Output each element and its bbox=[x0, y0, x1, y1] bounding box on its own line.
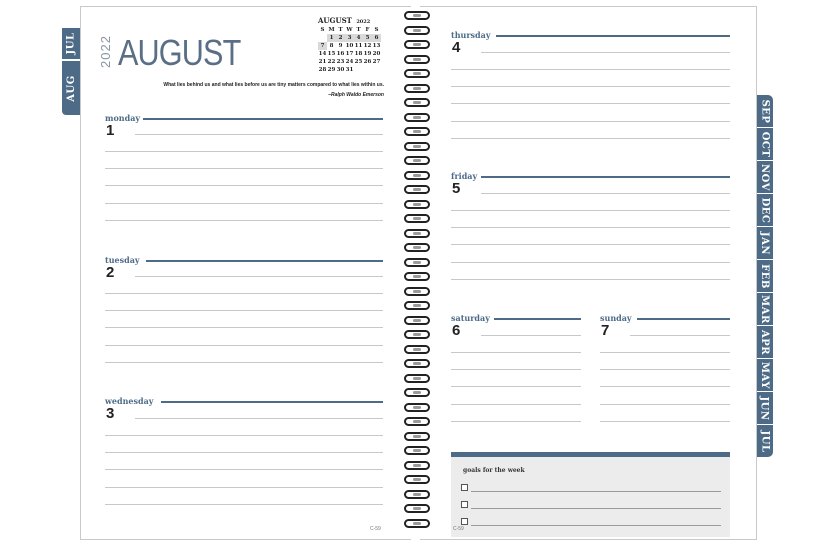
ruled-line bbox=[451, 138, 730, 139]
goals-section bbox=[451, 452, 730, 537]
day-rule bbox=[494, 318, 581, 320]
year-text: 2022 bbox=[97, 35, 113, 68]
quote-author: –Ralph Waldo Emerson bbox=[328, 92, 384, 98]
ruled-line bbox=[105, 168, 383, 169]
spiral-ring bbox=[404, 98, 430, 107]
tab-label: APR bbox=[759, 329, 770, 355]
ruled-line bbox=[481, 193, 730, 194]
day-name: saturday bbox=[451, 313, 490, 323]
ruled-line bbox=[105, 293, 383, 294]
spiral-ring bbox=[404, 127, 430, 136]
tab-jan-right[interactable] bbox=[755, 227, 773, 259]
mini-calendar-day: 30 bbox=[336, 67, 345, 73]
mini-calendar-day: 5 bbox=[363, 34, 372, 42]
tab-label: JUN bbox=[759, 395, 770, 421]
mini-calendar-day: 7 bbox=[318, 42, 327, 50]
spiral-ring bbox=[404, 200, 430, 209]
spiral-ring bbox=[404, 243, 430, 252]
tab-aug-left[interactable] bbox=[62, 61, 80, 115]
tab-label: MAR bbox=[759, 294, 771, 324]
ruled-line bbox=[600, 369, 730, 370]
ruled-line bbox=[451, 210, 730, 211]
tab-apr-right[interactable] bbox=[755, 326, 773, 358]
day-friday[interactable] bbox=[451, 171, 730, 296]
ruled-line bbox=[451, 69, 730, 70]
mini-calendar-day bbox=[318, 34, 327, 42]
spiral-ring bbox=[404, 403, 430, 412]
spiral-ring bbox=[404, 69, 430, 78]
mini-calendar-day: 14 bbox=[318, 51, 327, 57]
ruled-line bbox=[451, 352, 581, 353]
day-rule bbox=[161, 401, 383, 403]
day-rule bbox=[143, 118, 383, 120]
mini-calendar-day: 15 bbox=[327, 51, 336, 57]
tab-jul-left[interactable] bbox=[62, 28, 80, 60]
ruled-line bbox=[105, 362, 383, 363]
mini-calendar-day: 1 bbox=[327, 34, 336, 42]
weekday-header: F bbox=[365, 27, 370, 33]
mini-calendar-title bbox=[318, 16, 382, 25]
ruled-line bbox=[451, 404, 581, 405]
weekday-header: W bbox=[346, 27, 353, 33]
mini-calendar-day: 21 bbox=[318, 59, 327, 65]
ruled-line bbox=[451, 369, 581, 370]
ruled-line bbox=[600, 386, 730, 387]
spiral-ring bbox=[404, 258, 430, 267]
ruled-line bbox=[481, 335, 581, 336]
goal-row[interactable] bbox=[461, 518, 721, 528]
tab-dec-right[interactable] bbox=[755, 194, 773, 226]
spiral-ring bbox=[404, 359, 430, 368]
day-name: wednesday bbox=[105, 396, 154, 406]
tab-label: JUL bbox=[65, 32, 77, 55]
ruled-line bbox=[451, 421, 581, 422]
mini-calendar-grid bbox=[318, 26, 382, 74]
spiral-ring bbox=[404, 287, 430, 296]
ruled-line bbox=[105, 452, 383, 453]
day-thursday[interactable] bbox=[451, 30, 730, 155]
day-name: monday bbox=[105, 113, 141, 123]
mini-calendar-day: 22 bbox=[327, 59, 336, 65]
spiral-ring bbox=[404, 432, 430, 441]
spiral-ring bbox=[404, 374, 430, 383]
spiral-ring bbox=[404, 185, 430, 194]
mini-calendar-day: 13 bbox=[372, 43, 381, 49]
tab-label: FEB bbox=[759, 263, 770, 289]
spiral-ring bbox=[404, 475, 430, 484]
page-code-right: C-59 bbox=[453, 526, 464, 532]
tab-label: JUL bbox=[759, 430, 771, 452]
ruled-line bbox=[105, 435, 383, 436]
quote-text: What lies behind us and what lies before us are tiny matters compared to what lies within us. bbox=[163, 82, 384, 88]
ruled-line bbox=[135, 276, 383, 277]
day-name: sunday bbox=[600, 313, 632, 323]
day-rule bbox=[637, 318, 730, 320]
spiral-ring bbox=[404, 156, 430, 165]
mini-calendar-day: 29 bbox=[327, 67, 336, 73]
ruled-line bbox=[481, 52, 730, 53]
tab-label: MAY bbox=[759, 361, 770, 389]
mini-calendar-day: 8 bbox=[329, 43, 334, 49]
ruled-line bbox=[451, 279, 730, 280]
mini-calendar bbox=[318, 16, 382, 74]
spiral-ring bbox=[404, 229, 430, 238]
mini-calendar-year: 2022 bbox=[356, 19, 371, 25]
day-number: 1 bbox=[106, 122, 115, 139]
weekday-header: T bbox=[356, 27, 361, 33]
mini-calendar-day: 6 bbox=[372, 34, 381, 42]
spiral-ring bbox=[404, 345, 430, 354]
mini-calendar-day bbox=[363, 66, 372, 74]
spiral-ring bbox=[404, 171, 430, 180]
mini-calendar-day bbox=[372, 66, 381, 74]
mini-calendar-day: 31 bbox=[345, 67, 354, 73]
ruled-line bbox=[135, 134, 383, 135]
goal-row[interactable] bbox=[461, 501, 721, 511]
goals-title: goals for the week bbox=[463, 467, 525, 474]
ruled-line bbox=[105, 469, 383, 470]
quote bbox=[150, 80, 384, 100]
ruled-line bbox=[451, 227, 730, 228]
mini-calendar-day: 28 bbox=[318, 67, 327, 73]
spiral-ring bbox=[404, 272, 430, 281]
spiral-ring bbox=[404, 417, 430, 426]
spiral-ring bbox=[404, 40, 430, 49]
goal-line bbox=[471, 508, 721, 509]
ruled-line bbox=[105, 327, 383, 328]
tab-label: DEC bbox=[759, 197, 771, 223]
tab-label: JAN bbox=[759, 231, 771, 255]
ruled-line bbox=[600, 352, 730, 353]
mini-calendar-day: 12 bbox=[363, 43, 372, 49]
mini-calendar-day: 2 bbox=[336, 34, 345, 42]
ruled-line bbox=[105, 203, 383, 204]
ruled-line bbox=[105, 151, 383, 152]
tab-may-right[interactable] bbox=[755, 359, 773, 391]
day-number: 2 bbox=[106, 264, 115, 281]
ruled-line bbox=[451, 103, 730, 104]
tab-oct-right[interactable] bbox=[755, 128, 773, 160]
mini-calendar-day: 27 bbox=[372, 59, 381, 65]
ruled-line bbox=[135, 418, 383, 419]
checkbox-icon[interactable] bbox=[461, 501, 468, 508]
ruled-line bbox=[105, 220, 383, 221]
ruled-line bbox=[105, 487, 383, 488]
spiral-ring bbox=[404, 301, 430, 310]
spiral-ring bbox=[404, 461, 430, 470]
day-rule bbox=[146, 260, 383, 262]
spiral-ring bbox=[404, 11, 430, 20]
spiral-ring bbox=[404, 519, 430, 528]
day-rule bbox=[481, 176, 730, 178]
day-number: 4 bbox=[452, 39, 461, 56]
ruled-line bbox=[451, 386, 581, 387]
ruled-line bbox=[105, 310, 383, 311]
tab-label: SEP bbox=[759, 99, 770, 123]
mini-calendar-day: 26 bbox=[363, 59, 372, 65]
goal-row[interactable] bbox=[461, 484, 721, 494]
ruled-line bbox=[451, 121, 730, 122]
mini-calendar-day bbox=[354, 66, 363, 74]
day-saturday[interactable] bbox=[451, 313, 581, 443]
mini-calendar-day: 19 bbox=[363, 51, 372, 57]
tab-label: AUG bbox=[65, 74, 77, 102]
ruled-line bbox=[451, 262, 730, 263]
mini-calendar-day: 16 bbox=[336, 51, 345, 57]
ruled-line bbox=[600, 404, 730, 405]
mini-calendar-day: 17 bbox=[345, 51, 354, 57]
weekday-header: M bbox=[328, 27, 335, 33]
mini-calendar-day: 11 bbox=[354, 43, 363, 49]
day-number: 7 bbox=[601, 322, 610, 339]
tab-jul-right[interactable] bbox=[755, 425, 773, 457]
mini-calendar-day: 20 bbox=[372, 51, 381, 57]
tab-nov-right[interactable] bbox=[755, 161, 773, 193]
tab-jun-right[interactable] bbox=[755, 392, 773, 424]
mini-calendar-day: 9 bbox=[338, 43, 343, 49]
tab-feb-right[interactable] bbox=[755, 260, 773, 292]
ruled-line bbox=[105, 504, 383, 505]
ruled-line bbox=[600, 421, 730, 422]
tab-sep-right[interactable] bbox=[755, 95, 773, 127]
checkbox-icon[interactable] bbox=[461, 484, 468, 491]
ruled-line bbox=[105, 185, 383, 186]
ruled-line bbox=[105, 345, 383, 346]
mini-calendar-day: 23 bbox=[336, 59, 345, 65]
day-name: thursday bbox=[451, 30, 491, 40]
tab-label: OCT bbox=[759, 131, 770, 157]
day-number: 6 bbox=[452, 322, 461, 339]
checkbox-icon[interactable] bbox=[461, 518, 468, 525]
ruled-line bbox=[451, 244, 730, 245]
tab-label: NOV bbox=[759, 163, 770, 191]
day-wednesday[interactable] bbox=[105, 396, 383, 521]
spiral-ring bbox=[404, 26, 430, 35]
spiral-ring bbox=[404, 446, 430, 455]
day-number: 3 bbox=[106, 405, 115, 422]
day-name: friday bbox=[451, 171, 478, 181]
mini-calendar-day: 25 bbox=[354, 59, 363, 65]
year-label bbox=[97, 30, 117, 70]
mini-calendar-day: 4 bbox=[354, 34, 363, 42]
mini-calendar-month: AUGUST bbox=[318, 16, 352, 25]
day-number: 5 bbox=[452, 180, 461, 197]
weekday-header: S bbox=[320, 27, 325, 33]
weekday-header: T bbox=[338, 27, 343, 33]
goal-line bbox=[471, 491, 721, 492]
spiral-ring bbox=[404, 142, 430, 151]
weekday-header: S bbox=[374, 27, 379, 33]
spiral-ring bbox=[404, 504, 430, 513]
month-title: AUGUST bbox=[118, 32, 241, 73]
day-name: tuesday bbox=[105, 255, 140, 265]
ruled-line bbox=[451, 86, 730, 87]
spiral-ring bbox=[404, 214, 430, 223]
spiral-ring bbox=[404, 113, 430, 122]
tab-mar-right[interactable] bbox=[755, 293, 773, 325]
ruled-line bbox=[630, 335, 730, 336]
page-code-left: C-59 bbox=[370, 526, 381, 532]
day-sunday[interactable] bbox=[600, 313, 730, 443]
spiral-ring bbox=[404, 55, 430, 64]
mini-calendar-day: 18 bbox=[354, 51, 363, 57]
mini-calendar-day: 3 bbox=[345, 34, 354, 42]
spiral-ring bbox=[404, 330, 430, 339]
spiral-ring bbox=[404, 388, 430, 397]
spiral-ring bbox=[404, 490, 430, 499]
goal-line bbox=[471, 525, 721, 526]
mini-calendar-day: 10 bbox=[345, 43, 354, 49]
spiral-ring bbox=[404, 84, 430, 93]
day-rule bbox=[496, 35, 730, 37]
mini-calendar-day: 24 bbox=[345, 59, 354, 65]
spiral-ring bbox=[404, 316, 430, 325]
